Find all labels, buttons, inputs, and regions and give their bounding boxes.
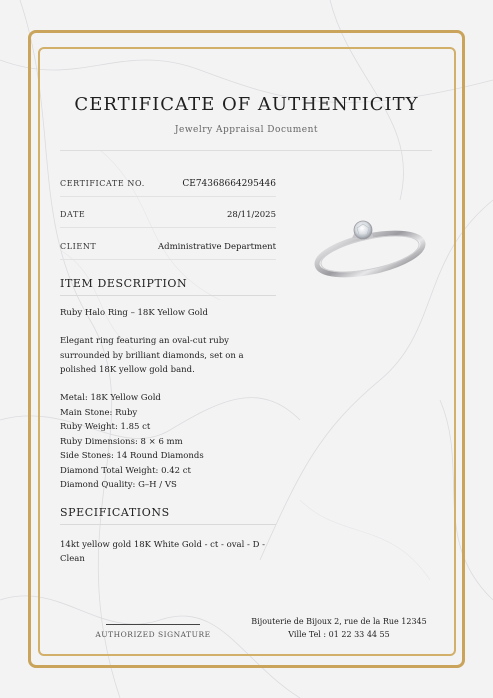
address-line-2: Ville Tel : 01 22 33 44 55 xyxy=(288,630,390,639)
item-name: Ruby Halo Ring – 18K Yellow Gold xyxy=(60,308,208,318)
attribute-side-stones: Side Stones: 14 Round Diamonds xyxy=(60,451,204,461)
field-label: CLIENT xyxy=(60,242,97,251)
ring-image xyxy=(312,214,428,280)
address-line-1: Bijouterie de Bijoux 2, rue de la Rue 12345 xyxy=(251,617,427,626)
attribute-diamond-quality: Diamond Quality: G–H / VS xyxy=(60,480,177,490)
signature-line xyxy=(106,624,200,625)
certificate-title: CERTIFICATE OF AUTHENTICITY xyxy=(74,94,419,115)
attribute-diamond-weight: Diamond Total Weight: 0.42 ct xyxy=(60,465,191,476)
item-attributes xyxy=(60,391,274,493)
field-certificate-no xyxy=(60,171,276,197)
item-description: Elegant ring featuring an oval-cut ruby surrounded by brilliant diamonds, set on a polished 18K yellow gold band. xyxy=(60,336,244,375)
signature-label: AUTHORIZED SIGNATURE xyxy=(95,630,211,639)
attribute-main-stone: Main Stone: Ruby xyxy=(60,407,138,418)
field-value: 28/11/2025 xyxy=(227,209,276,220)
item-description-heading: ITEM DESCRIPTION xyxy=(60,277,276,296)
field-date xyxy=(60,202,276,228)
field-value: CE74368664295446 xyxy=(182,178,276,189)
field-value: Administrative Department xyxy=(158,241,276,252)
attribute-metal: Metal: 18K Yellow Gold xyxy=(60,393,161,403)
header-divider xyxy=(60,150,432,151)
attribute-ruby-weight: Ruby Weight: 1.85 ct xyxy=(60,422,151,432)
business-address xyxy=(236,615,442,641)
field-client xyxy=(60,234,276,260)
attribute-ruby-dimensions: Ruby Dimensions: 8 × 6 mm xyxy=(60,436,183,447)
field-label: DATE xyxy=(60,210,86,219)
specifications-text: 14kt yellow gold 18K White Gold - ct - oval - D - Clean xyxy=(60,540,265,564)
certificate-subtitle: Jewelry Appraisal Document xyxy=(174,125,319,135)
specifications-heading: SPECIFICATIONS xyxy=(60,506,276,525)
field-label: CERTIFICATE NO. xyxy=(60,179,145,188)
